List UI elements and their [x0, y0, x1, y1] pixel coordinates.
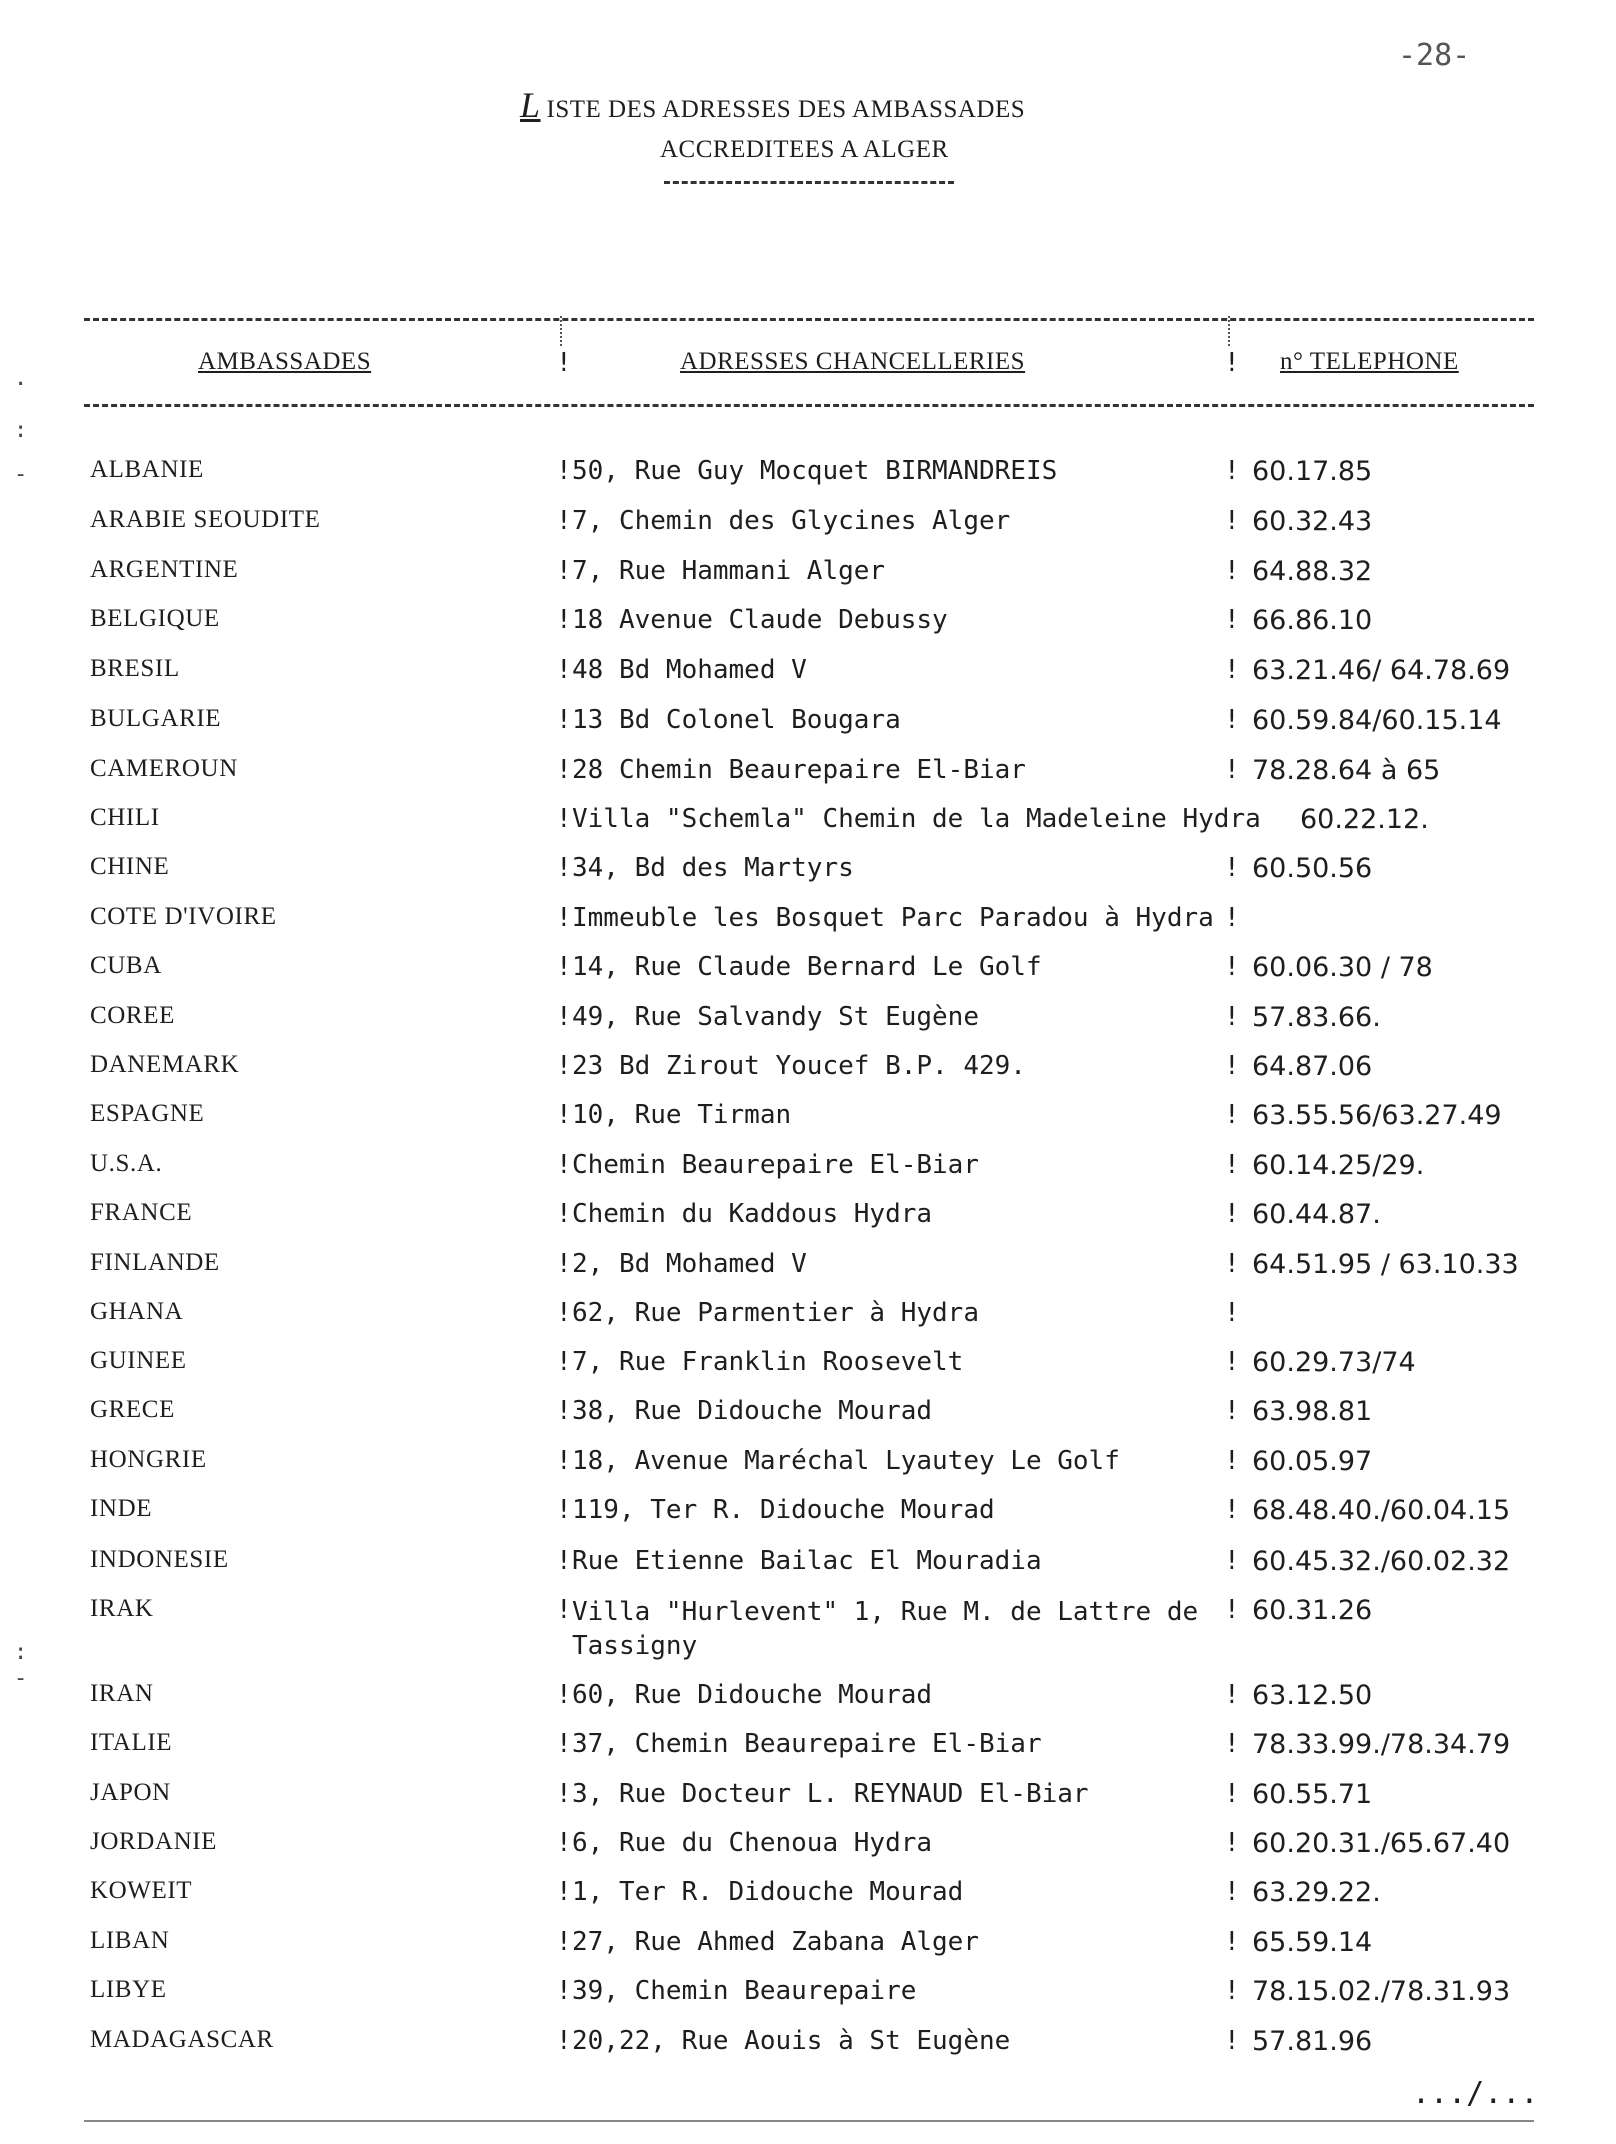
telephone-number: 57.83.66.: [1252, 1002, 1381, 1033]
column-separator: !: [556, 1150, 572, 1180]
telephone-number: 60.29.73/74: [1252, 1347, 1416, 1378]
telephone-number: 64.51.95 / 63.10.33: [1252, 1249, 1519, 1280]
column-separator: !: [556, 556, 572, 586]
column-separator: !: [556, 1828, 572, 1858]
column-separator: !: [556, 1100, 572, 1130]
embassy-name: HONGRIE: [90, 1446, 207, 1473]
column-separator: !: [1224, 1396, 1240, 1426]
table-row: [0, 1595, 1616, 1661]
chancellery-address: 10, Rue Tirman: [572, 1100, 792, 1130]
title-underline: [664, 181, 954, 184]
margin-mark: -: [14, 462, 28, 487]
table-row: [0, 903, 1616, 953]
table-row: [0, 1729, 1616, 1779]
table-row: [0, 1546, 1616, 1596]
telephone-number: 60.44.87.: [1252, 1199, 1381, 1230]
column-separator: !: [1224, 1446, 1240, 1476]
column-separator: !: [556, 1051, 572, 1081]
table-row: [0, 755, 1616, 805]
table-row: [0, 1051, 1616, 1101]
chancellery-address: 48 Bd Mohamed V: [572, 655, 807, 685]
embassy-name: MADAGASCAR: [90, 2026, 274, 2053]
embassy-name: GUINEE: [90, 1347, 187, 1374]
embassy-name: CHILI: [90, 804, 160, 831]
chancellery-address: 38, Rue Didouche Mourad: [572, 1396, 933, 1426]
table-row: [0, 1828, 1616, 1878]
column-separator: !: [1224, 456, 1240, 486]
table-header-rule: [84, 404, 1534, 407]
table-row: [0, 1100, 1616, 1150]
chancellery-address: Villa "Hurlevent" 1, Rue M. de Lattre de Tassigny: [572, 1597, 1199, 1661]
column-separator: !: [556, 1546, 572, 1576]
header-ambassades: AMBASSADES: [198, 348, 372, 375]
column-separator: !: [556, 1199, 572, 1229]
embassy-name: ARABIE SEOUDITE: [90, 506, 321, 533]
chancellery-address: 37, Chemin Beaurepaire El-Biar: [572, 1729, 1042, 1759]
table-row: [0, 1298, 1616, 1348]
embassy-name: BELGIQUE: [90, 605, 220, 632]
header-telephone: n° TELEPHONE: [1280, 348, 1459, 375]
chancellery-address: 28 Chemin Beaurepaire El-Biar: [572, 755, 1026, 785]
table-row: [0, 1249, 1616, 1299]
column-separator: !: [1224, 1927, 1240, 1957]
chancellery-address: Immeuble les Bosquet Parc Paradou à Hydra: [572, 903, 1214, 933]
column-separator: !: [1224, 1680, 1240, 1710]
telephone-number: 66.86.10: [1252, 605, 1373, 636]
telephone-number: 63.12.50: [1252, 1680, 1373, 1711]
table-row: [0, 1976, 1616, 2026]
chancellery-address: Rue Etienne Bailac El Mouradia: [572, 1546, 1042, 1576]
table-row: [0, 605, 1616, 655]
embassy-name: DANEMARK: [90, 1051, 240, 1078]
column-separator: !: [1224, 1495, 1240, 1525]
column-separator: !: [1224, 1976, 1240, 2006]
margin-mark: :: [14, 418, 28, 443]
chancellery-address: 7, Rue Hammani Alger: [572, 556, 886, 586]
column-separator: !: [556, 755, 572, 785]
chancellery-address: 7, Chemin des Glycines Alger: [572, 506, 1011, 536]
telephone-number: 60.45.32./60.02.32: [1252, 1546, 1511, 1577]
table-row: [0, 456, 1616, 506]
column-separator: !: [556, 1729, 572, 1759]
embassy-name: LIBAN: [90, 1927, 170, 1954]
embassy-name: COREE: [90, 1002, 175, 1029]
column-separator: !: [1224, 2026, 1240, 2056]
column-separator: !: [556, 1347, 572, 1377]
embassy-name: CHINE: [90, 853, 170, 880]
page-number: -28-: [1398, 38, 1471, 73]
embassy-name: FINLANDE: [90, 1249, 220, 1276]
chancellery-address: 119, Ter R. Didouche Mourad: [572, 1495, 995, 1525]
telephone-number: 60.05.97: [1252, 1446, 1373, 1477]
embassy-name: INDE: [90, 1495, 153, 1522]
table-row: [0, 853, 1616, 903]
header-adresses: ADRESSES CHANCELLERIES: [680, 348, 1026, 375]
chancellery-address: 49, Rue Salvandy St Eugène: [572, 1002, 979, 1032]
embassy-name: GRECE: [90, 1396, 175, 1423]
continuation-mark: .../...: [1412, 2076, 1539, 2111]
header-separator-1: !: [556, 348, 572, 378]
column-separator: !: [1224, 1347, 1240, 1377]
column-separator: !: [556, 655, 572, 685]
telephone-number: 63.98.81: [1252, 1396, 1373, 1427]
embassy-name: ALBANIE: [90, 456, 204, 483]
column-separator: !: [556, 1446, 572, 1476]
column-separator: !: [556, 952, 572, 982]
telephone-number: 63.21.46/ 64.78.69: [1252, 655, 1511, 686]
chancellery-address: 50, Rue Guy Mocquet BIRMANDREIS: [572, 456, 1058, 486]
column-separator: !: [1224, 506, 1240, 536]
telephone-number: 78.15.02./78.31.93: [1252, 1976, 1511, 2007]
column-separator: !: [1224, 1779, 1240, 1809]
table-row: [0, 1347, 1616, 1397]
chancellery-address: 34, Bd des Martyrs: [572, 853, 854, 883]
column-separator: !: [1224, 655, 1240, 685]
telephone-number: 60.20.31./65.67.40: [1252, 1828, 1511, 1859]
column-separator: !: [556, 1002, 572, 1032]
title-line-1: [520, 84, 1025, 126]
column-separator: !: [556, 1298, 572, 1328]
embassy-name: INDONESIE: [90, 1546, 229, 1573]
chancellery-address: 20,22, Rue Aouis à St Eugène: [572, 2026, 1011, 2056]
column-separator: !: [1224, 1002, 1240, 1032]
table-row: [0, 1779, 1616, 1829]
column-separator: !: [556, 1595, 572, 1625]
embassy-name: LIBYE: [90, 1976, 167, 2003]
column-divider-1: [560, 316, 562, 346]
table-row: [0, 1877, 1616, 1927]
chancellery-address: Chemin Beaurepaire El-Biar: [572, 1150, 979, 1180]
column-separator: !: [556, 1249, 572, 1279]
chancellery-address: Villa "Schemla" Chemin de la Madeleine Hydra: [572, 804, 1261, 834]
column-separator: !: [1224, 1249, 1240, 1279]
embassy-name: U.S.A.: [90, 1150, 163, 1177]
chancellery-address: 1, Ter R. Didouche Mourad: [572, 1877, 964, 1907]
title-line-1-text: ISTE DES ADRESSES DES AMBASSADES: [546, 96, 1026, 123]
margin-mark: ·: [14, 372, 28, 397]
column-separator: !: [556, 1927, 572, 1957]
table-row: [0, 952, 1616, 1002]
embassy-name: BULGARIE: [90, 705, 222, 732]
telephone-number: 60.50.56: [1252, 853, 1373, 884]
column-separator: !: [1224, 1199, 1240, 1229]
telephone-number: 60.17.85: [1252, 456, 1373, 487]
table-row: [0, 556, 1616, 606]
telephone-number: 60.32.43: [1252, 506, 1373, 537]
table-row: [0, 2026, 1616, 2076]
chancellery-address: 62, Rue Parmentier à Hydra: [572, 1298, 979, 1328]
margin-mark: -: [14, 1666, 28, 1691]
column-separator: !: [1224, 1051, 1240, 1081]
telephone-number: 65.59.14: [1252, 1927, 1373, 1958]
embassy-name: KOWEIT: [90, 1877, 193, 1904]
telephone-number: 60.06.30 / 78: [1252, 952, 1433, 983]
chancellery-address: Chemin du Kaddous Hydra: [572, 1199, 933, 1229]
telephone-number: 78.33.99./78.34.79: [1252, 1729, 1511, 1760]
column-separator: !: [1224, 705, 1240, 735]
telephone-number: 64.88.32: [1252, 556, 1373, 587]
column-separator: !: [1224, 1877, 1240, 1907]
column-separator: !: [556, 1877, 572, 1907]
chancellery-address: 60, Rue Didouche Mourad: [572, 1680, 933, 1710]
column-separator: !: [556, 903, 572, 933]
embassy-name: IRAK: [90, 1595, 154, 1622]
margin-mark: :: [14, 1640, 28, 1665]
table-row: [0, 655, 1616, 705]
column-separator: !: [556, 705, 572, 735]
column-separator: !: [1224, 1100, 1240, 1130]
telephone-number: 68.48.40./60.04.15: [1252, 1495, 1511, 1526]
column-separator: !: [556, 1976, 572, 2006]
telephone-number: 60.22.12.: [1300, 804, 1429, 835]
column-separator: !: [556, 506, 572, 536]
embassy-name: ARGENTINE: [90, 556, 239, 583]
column-separator: !: [1224, 1595, 1240, 1625]
column-separator: !: [556, 853, 572, 883]
column-separator: !: [556, 804, 572, 834]
column-separator: !: [556, 1396, 572, 1426]
chancellery-address: 39, Chemin Beaurepaire: [572, 1976, 917, 2006]
table-row: [0, 1495, 1616, 1545]
telephone-number: 60.14.25/29.: [1252, 1150, 1425, 1181]
telephone-number: 78.28.64 à 65: [1252, 755, 1441, 786]
telephone-number: 60.59.84/60.15.14: [1252, 705, 1502, 736]
chancellery-address: 7, Rue Franklin Roosevelt: [572, 1347, 964, 1377]
embassy-name: ITALIE: [90, 1729, 173, 1756]
chancellery-address: 2, Bd Mohamed V: [572, 1249, 807, 1279]
table-row: [0, 1199, 1616, 1249]
column-separator: !: [556, 1680, 572, 1710]
embassy-name: CAMEROUN: [90, 755, 238, 782]
telephone-number: 63.55.56/63.27.49: [1252, 1100, 1502, 1131]
chancellery-address: 13 Bd Colonel Bougara: [572, 705, 901, 735]
column-separator: !: [556, 2026, 572, 2056]
embassy-name: COTE D'IVOIRE: [90, 903, 277, 930]
column-separator: !: [1224, 1729, 1240, 1759]
embassy-name: CUBA: [90, 952, 162, 979]
table-row: [0, 1396, 1616, 1446]
telephone-number: 60.31.26: [1252, 1595, 1373, 1626]
chancellery-address: 23 Bd Zirout Youcef B.P. 429.: [572, 1051, 1026, 1081]
column-separator: !: [1224, 1828, 1240, 1858]
chancellery-address: 14, Rue Claude Bernard Le Golf: [572, 952, 1042, 982]
embassy-name: GHANA: [90, 1298, 184, 1325]
table-row: [0, 1680, 1616, 1730]
header-separator-2: !: [1224, 348, 1240, 378]
column-separator: !: [1224, 1298, 1240, 1328]
column-separator: !: [1224, 952, 1240, 982]
column-separator: !: [1224, 853, 1240, 883]
column-separator: !: [1224, 605, 1240, 635]
column-separator: !: [1224, 903, 1240, 933]
chancellery-address: 6, Rue du Chenoua Hydra: [572, 1828, 933, 1858]
embassy-name: ESPAGNE: [90, 1100, 205, 1127]
table-row: [0, 1150, 1616, 1200]
column-separator: !: [556, 605, 572, 635]
chancellery-address: 27, Rue Ahmed Zabana Alger: [572, 1927, 979, 1957]
telephone-number: 57.81.96: [1252, 2026, 1373, 2057]
table-row: [0, 1927, 1616, 1977]
column-divider-2: [1228, 316, 1230, 346]
column-separator: !: [1224, 556, 1240, 586]
column-separator: !: [1224, 1546, 1240, 1576]
table-top-rule: [84, 318, 1534, 321]
table-row: [0, 804, 1616, 854]
table-row: [0, 506, 1616, 556]
table-row: [0, 1002, 1616, 1052]
chancellery-address: 3, Rue Docteur L. REYNAUD El-Biar: [572, 1779, 1089, 1809]
column-separator: !: [556, 456, 572, 486]
table-row: [0, 705, 1616, 755]
column-separator: !: [1224, 1150, 1240, 1180]
table-row: [0, 1446, 1616, 1496]
chancellery-address: 18, Avenue Maréchal Lyautey Le Golf: [572, 1446, 1120, 1476]
column-separator: !: [1224, 755, 1240, 785]
embassy-name: IRAN: [90, 1680, 154, 1707]
bottom-rule: [84, 2120, 1534, 2122]
chancellery-address: 18 Avenue Claude Debussy: [572, 605, 948, 635]
title-line-2: ACCREDITEES A ALGER: [660, 136, 949, 163]
column-separator: !: [556, 1495, 572, 1525]
telephone-number: 60.55.71: [1252, 1779, 1373, 1810]
column-separator: !: [556, 1779, 572, 1809]
embassy-name: JAPON: [90, 1779, 171, 1806]
title-initial: L: [520, 85, 541, 125]
telephone-number: 64.87.06: [1252, 1051, 1373, 1082]
embassy-name: BRESIL: [90, 655, 180, 682]
telephone-number: 63.29.22.: [1252, 1877, 1381, 1908]
embassy-name: JORDANIE: [90, 1828, 218, 1855]
embassy-name: FRANCE: [90, 1199, 193, 1226]
